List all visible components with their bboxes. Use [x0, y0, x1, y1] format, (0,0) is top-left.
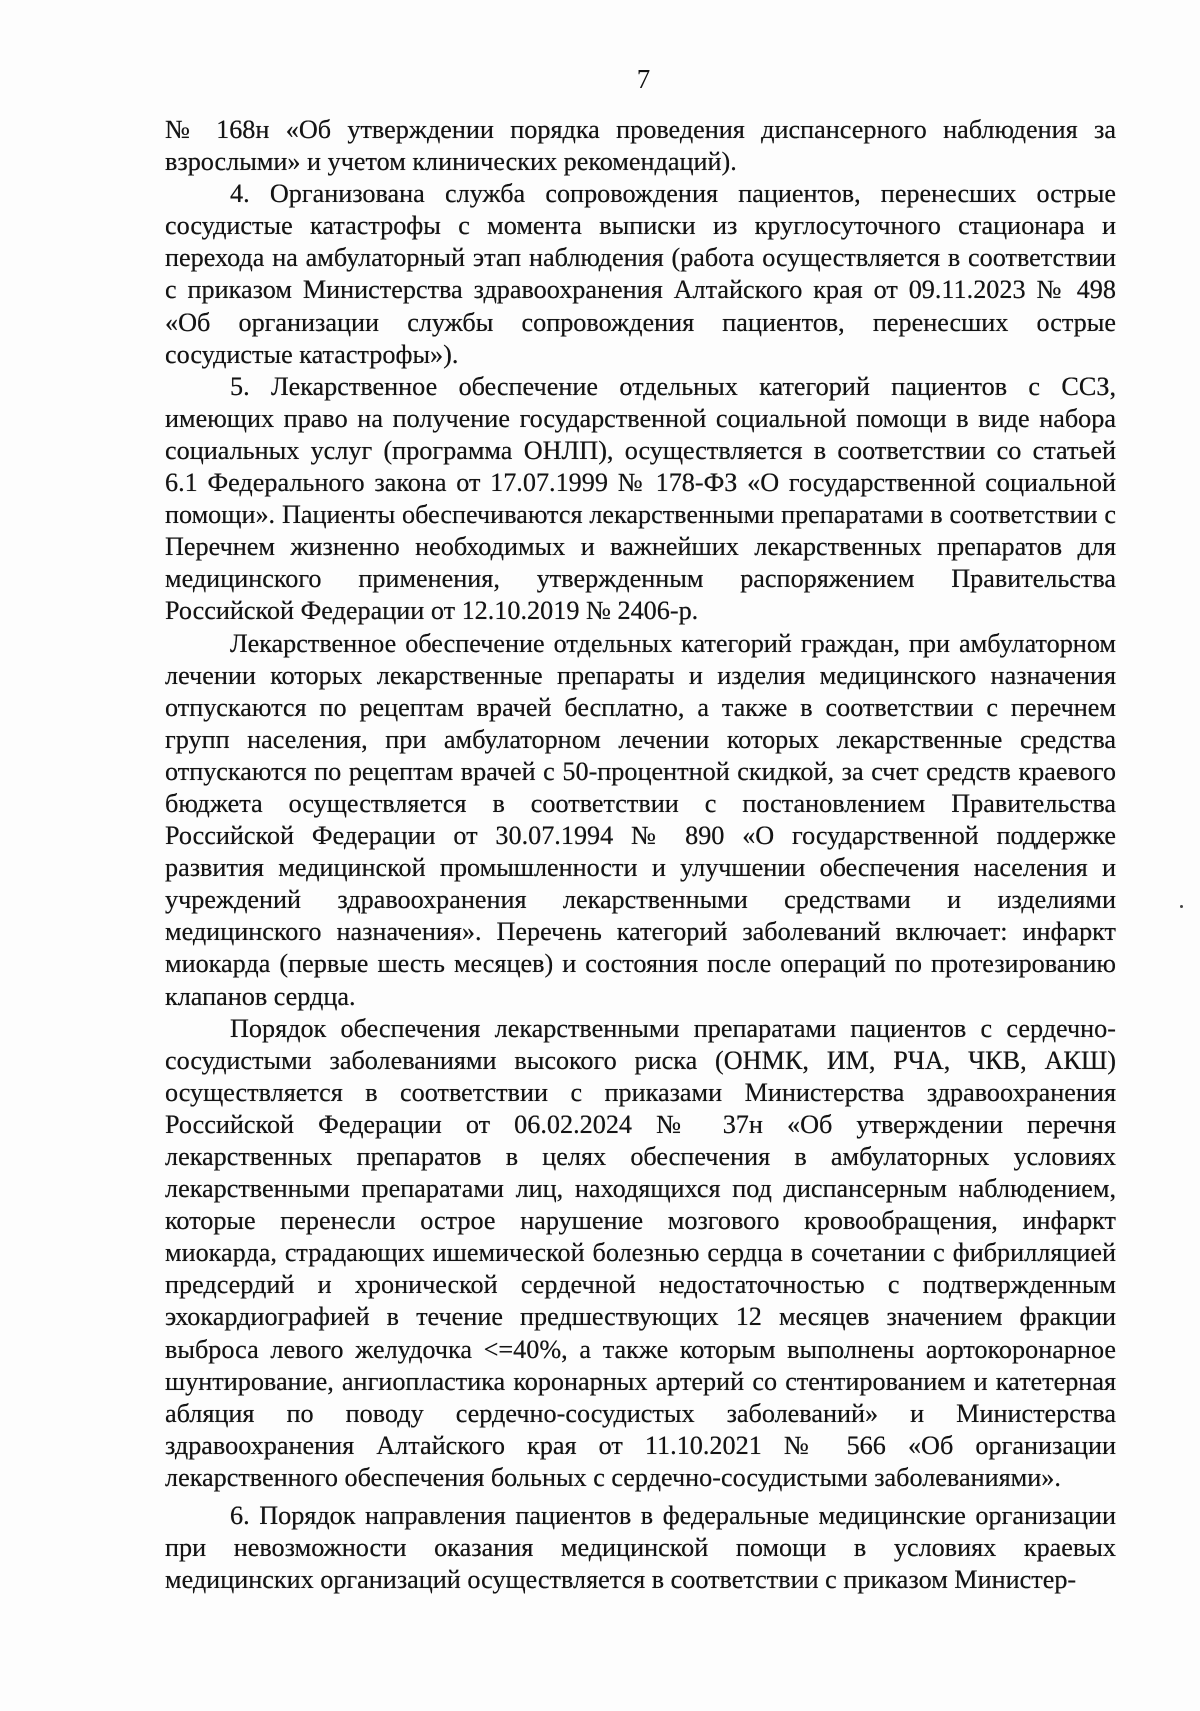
page-number: 7	[636, 64, 651, 94]
paragraph-item-5: 5. Лекарственное обеспечение отдельных категорий пациентов с ССЗ, имеющих право на получение государственной социальной помощи в виде набора социальных услуг (программа ОНЛП), осуществляется в соответствии со статьей 6.1 Федерального закона от 17.07.1999 № 178-ФЗ «О государственной социальной помощи». Пациенты обеспечиваются лекарственными препаратами в соответствии с Перечнем жизненно необходимых и важнейших лекарственных препаратов для медицинского применения, утвержденным распоряжением Правительства Российской Федерации от 12.10.2019 № 2406-р.	[165, 371, 1116, 626]
document-body	[165, 114, 1116, 1596]
paragraph-high-risk-order: Порядок обеспечения лекарственными препаратами пациентов с сердечно-сосудистыми заболеваниями высокого риска (ОНМК, ИМ, РЧА, ЧКВ, АКШ) осуществляется в соответствии с приказами Министерства здравоохранения Российской Федерации от 06.02.2024 № 37н «Об утверждении перечня лекарственных препаратов в целях обеспечения в амбулаторных условиях лекарственными препаратами лиц, находящихся под диспансерным наблюдением, которые перенесли острое нарушение мозгового кровообращения, инфаркт миокарда, страдающих ишемической болезнью сердца в сочетании с фибрилляцией предсердий и хронической сердечной недостаточностью с подтвержденным эхокардиографией в течение предшествующих 12 месяцев значением фракции выброса левого желудочка <=40%, а также которым выполнены аортокоронарное шунтирование, ангиопластика коронарных артерий со стентированием и катетерная абляция по поводу сердечно-сосудистых заболеваний» и Министерства здравоохранения Алтайского края от 11.10.2021 № 566 «Об организации лекарственного обеспечения больных с сердечно-сосудистыми заболеваниями».	[165, 1013, 1116, 1492]
paragraph-item-6: 6. Порядок направления пациентов в федеральные медицинские организации при невозможности оказания медицинской помощи в условиях краевых медицинских организаций осуществляется в соответствии с приказом Министер-	[165, 1501, 1116, 1595]
paragraph-item-4: 4. Организована служба сопровождения пациентов, перенесших острые сосудистые катастрофы с момента выписки из круглосуточного стационара и перехода на амбулаторный этап наблюдения (работа осуществляется в соответствии с приказом Министерства здравоохранения Алтайского края от 09.11.2023 № 498 «Об организации службы сопровождения пациентов, перенесших острые сосудистые катастрофы»).	[165, 179, 1116, 369]
paragraph-continuation: № 168н «Об утверждении порядка проведения диспансерного наблюдения за взрослыми» и учетом клинических рекомендаций).	[165, 115, 1116, 177]
scan-speck	[1180, 905, 1183, 908]
paragraph-drug-supply: Лекарственное обеспечение отдельных категорий граждан, при амбулаторном лечении которых лекарственные препараты и изделия медицинского назначения отпускаются по рецептам врачей бесплатно, а также в соответствии с перечнем групп населения, при амбулаторном лечении которых лекарственные средства отпускаются по рецептам врачей с 50-процентной скидкой, за счет средств краевого бюджета осуществляется в соответствии с постановлением Правительства Российской Федерации от 30.07.1994 № 890 «О государственной поддержке развития медицинской промышленности и улучшении обеспечения населения и учреждений здравоохранения лекарственными средствами и изделиями медицинского назначения». Перечень категорий заболеваний включает: инфаркт миокарда (первые шесть месяцев) и состояния после операций по протезированию клапанов сердца.	[165, 628, 1116, 1011]
